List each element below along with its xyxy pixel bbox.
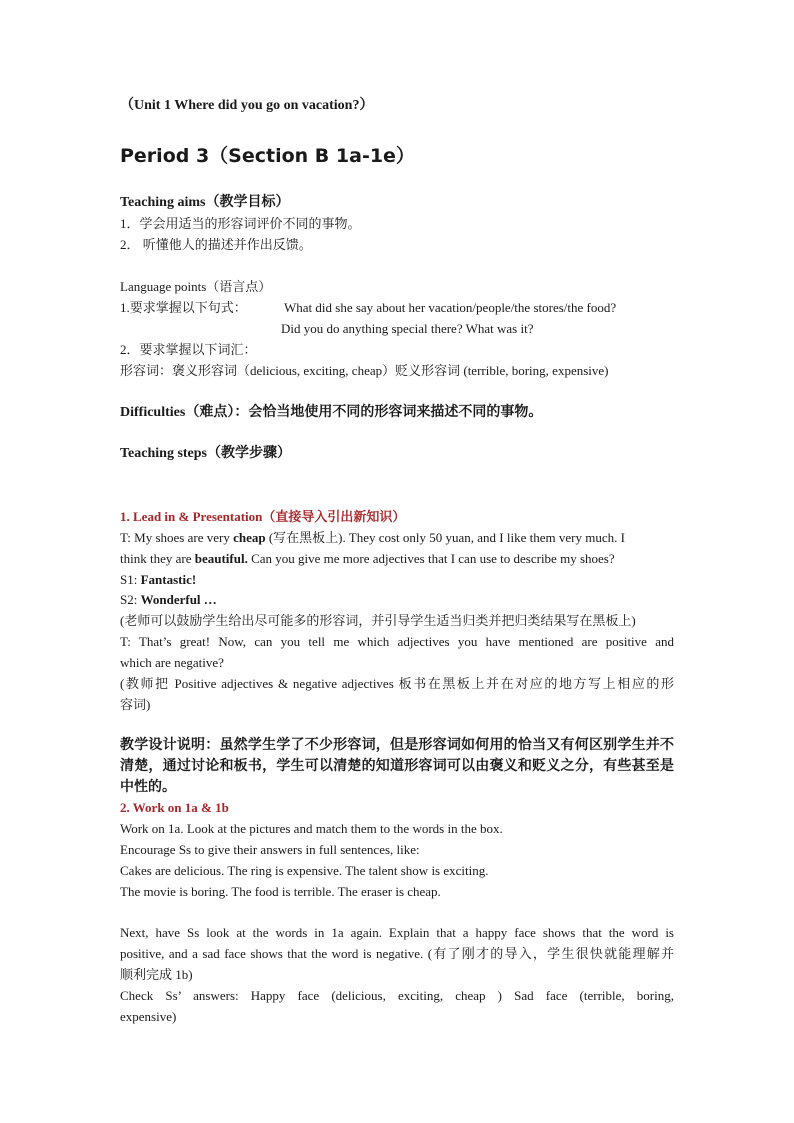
step2-heading: 2. Work on 1a & 1b — [120, 800, 229, 815]
keyword-beautiful: beautiful. — [194, 551, 248, 566]
difficulties: Difficulties（难点）：会恰当地使用不同的形容词来描述不同的事物。 — [120, 405, 543, 420]
step1-teacher-line — [120, 528, 625, 548]
student1-line — [120, 570, 196, 590]
text: (写在黑板上). They cost only 50 yuan, and I like them very much. I — [265, 530, 625, 545]
step2-line: Encourage Ss to give their answers in full sentences, like: — [120, 842, 420, 857]
teaching-aims-heading: Teaching aims（教学目标） — [120, 195, 290, 210]
student-answer: Fantastic! — [140, 572, 197, 587]
text: T: My shoes are very — [120, 530, 234, 545]
teacher-note: (老师可以鼓励学生给出尽可能多的形容词，并引导学生适当归类并把归类结果写在黑板上) — [120, 613, 636, 628]
language-point-sentence: What did she say about her vacation/people/the stores/the food? — [284, 300, 617, 315]
teaching-steps-heading: Teaching steps（教学步骤） — [120, 446, 292, 461]
speaker-label: S1: — [120, 572, 141, 587]
text: Can you give me more adjectives that I can use to describe my shoes? — [247, 551, 615, 566]
teaching-aim-item: 1．学会用适当的形容词评价不同的事物。 — [120, 216, 361, 231]
language-point-vocab: 形容词：褒义形容词（delicious, exciting, cheap）贬义形容词 (terrible, boring, expensive) — [120, 363, 609, 378]
step2-line: 顺利完成 1b) — [120, 967, 193, 982]
teacher-question: which are negative? — [120, 655, 224, 670]
design-note: 教学设计说明：虽然学生学了不少形容词，但是形容词如何用的恰当又有何区别学生并不 — [120, 738, 674, 753]
teacher-note: (教师把 Positive adjectives & negative adjectives 板书在黑板上并在对应的地方写上相应的形 — [120, 676, 674, 691]
keyword-cheap: cheap — [233, 530, 266, 545]
design-note: 清楚，通过讨论和板书，学生可以清楚的知道形容词可以由褒义和贬义之分，有些甚至是 — [120, 759, 674, 774]
step2-line: positive, and a sad face shows that the word is negative. (有了刚才的导入，学生很快就能理解并 — [120, 946, 674, 961]
step2-line: Next, have Ss look at the words in 1a again. Explain that a happy face shows that the word is — [120, 925, 674, 940]
step2-line: Check Ss’ answers: Happy face (delicious, exciting, cheap ) Sad face (terrible, boring, — [120, 988, 674, 1003]
teacher-note: 容词) — [120, 697, 151, 712]
language-points-heading: Language points（语言点） — [120, 279, 272, 294]
step1-teacher-line — [120, 549, 615, 569]
speaker-label: S2: — [120, 592, 141, 607]
text: think they are — [120, 551, 195, 566]
step2-line: Cakes are delicious. The ring is expensive. The talent show is exciting. — [120, 863, 489, 878]
unit-title: （Unit 1 Where did you go on vacation?） — [120, 98, 374, 113]
step2-line: The movie is boring. The food is terrible. The eraser is cheap. — [120, 884, 441, 899]
teacher-question: T: That’s great! Now, can you tell me which adjectives you have mentioned are positive and — [120, 634, 674, 649]
language-point-2-label: 2．要求掌握以下词汇： — [120, 342, 257, 357]
step2-line: Work on 1a. Look at the pictures and match them to the words in the box. — [120, 821, 503, 836]
teaching-aim-item: 2． 听懂他人的描述并作出反馈。 — [120, 237, 312, 252]
period-title: Period 3（Section B 1a-1e） — [120, 145, 415, 167]
design-note: 中性的。 — [120, 780, 176, 795]
step1-heading: 1. Lead in & Presentation（直接导入引出新知识） — [120, 509, 406, 524]
student2-line — [120, 590, 217, 610]
language-point-1-label: 1.要求掌握以下句式： — [120, 300, 247, 315]
language-point-sentence: Did you do anything special there? What was it? — [281, 321, 534, 336]
student-answer: Wonderful … — [140, 592, 217, 607]
step2-line: expensive) — [120, 1009, 177, 1024]
